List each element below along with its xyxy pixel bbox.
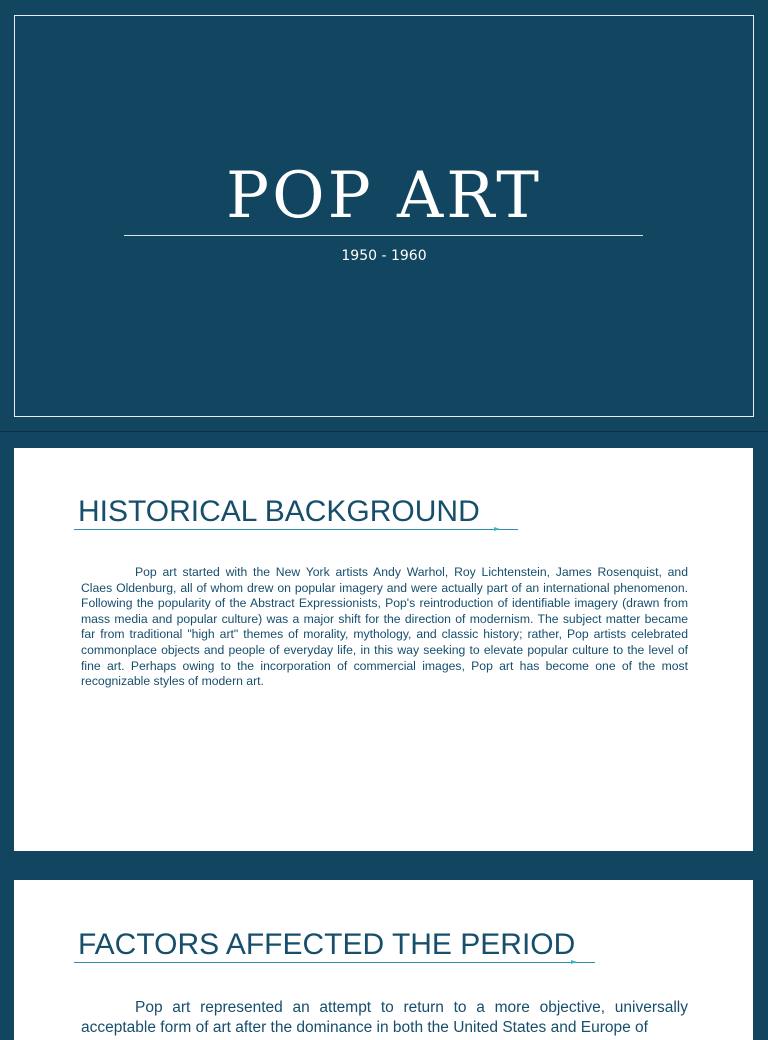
heading-underline bbox=[74, 962, 595, 963]
section-heading: HISTORICAL BACKGROUND bbox=[78, 495, 480, 528]
title-divider bbox=[124, 235, 643, 236]
heading-underline bbox=[74, 529, 518, 530]
section-paragraph: Pop art represented an attempt to return to a more objective, universally acceptable form of art after the dominance in both the United States and Europe of bbox=[81, 999, 688, 1036]
title-slide bbox=[0, 0, 768, 432]
section-paragraph: Pop art started with the New York artists Andy Warhol, Roy Lichtenstein, James Rosenquist, and Claes Oldenburg, all of whom drew on popular imagery and were actually part of an international phenomenon. Following the popularity of the Abstract Expressionists, Pop's reintroduction of identifiable imagery (drawn from mass media and popular culture) was a major shift for the direction of modernism. The subject matter became far from traditional "high art" themes of morality, mythology, and classic history; rather, Pop artists celebrated commonplace objects and people of everyday life, in this way seeking to elevate popular culture to the level of fine art. Perhaps owing to the incorporation of commercial images, Pop art has become one of the most recognizable styles of modern art. bbox=[81, 565, 688, 689]
section-heading: FACTORS AFFECTED THE PERIOD bbox=[78, 928, 576, 961]
main-title: POP ART bbox=[226, 159, 542, 233]
subtitle: 1950 - 1960 bbox=[341, 248, 427, 264]
factors-slide bbox=[14, 880, 753, 1040]
historical-background-slide bbox=[14, 448, 753, 851]
